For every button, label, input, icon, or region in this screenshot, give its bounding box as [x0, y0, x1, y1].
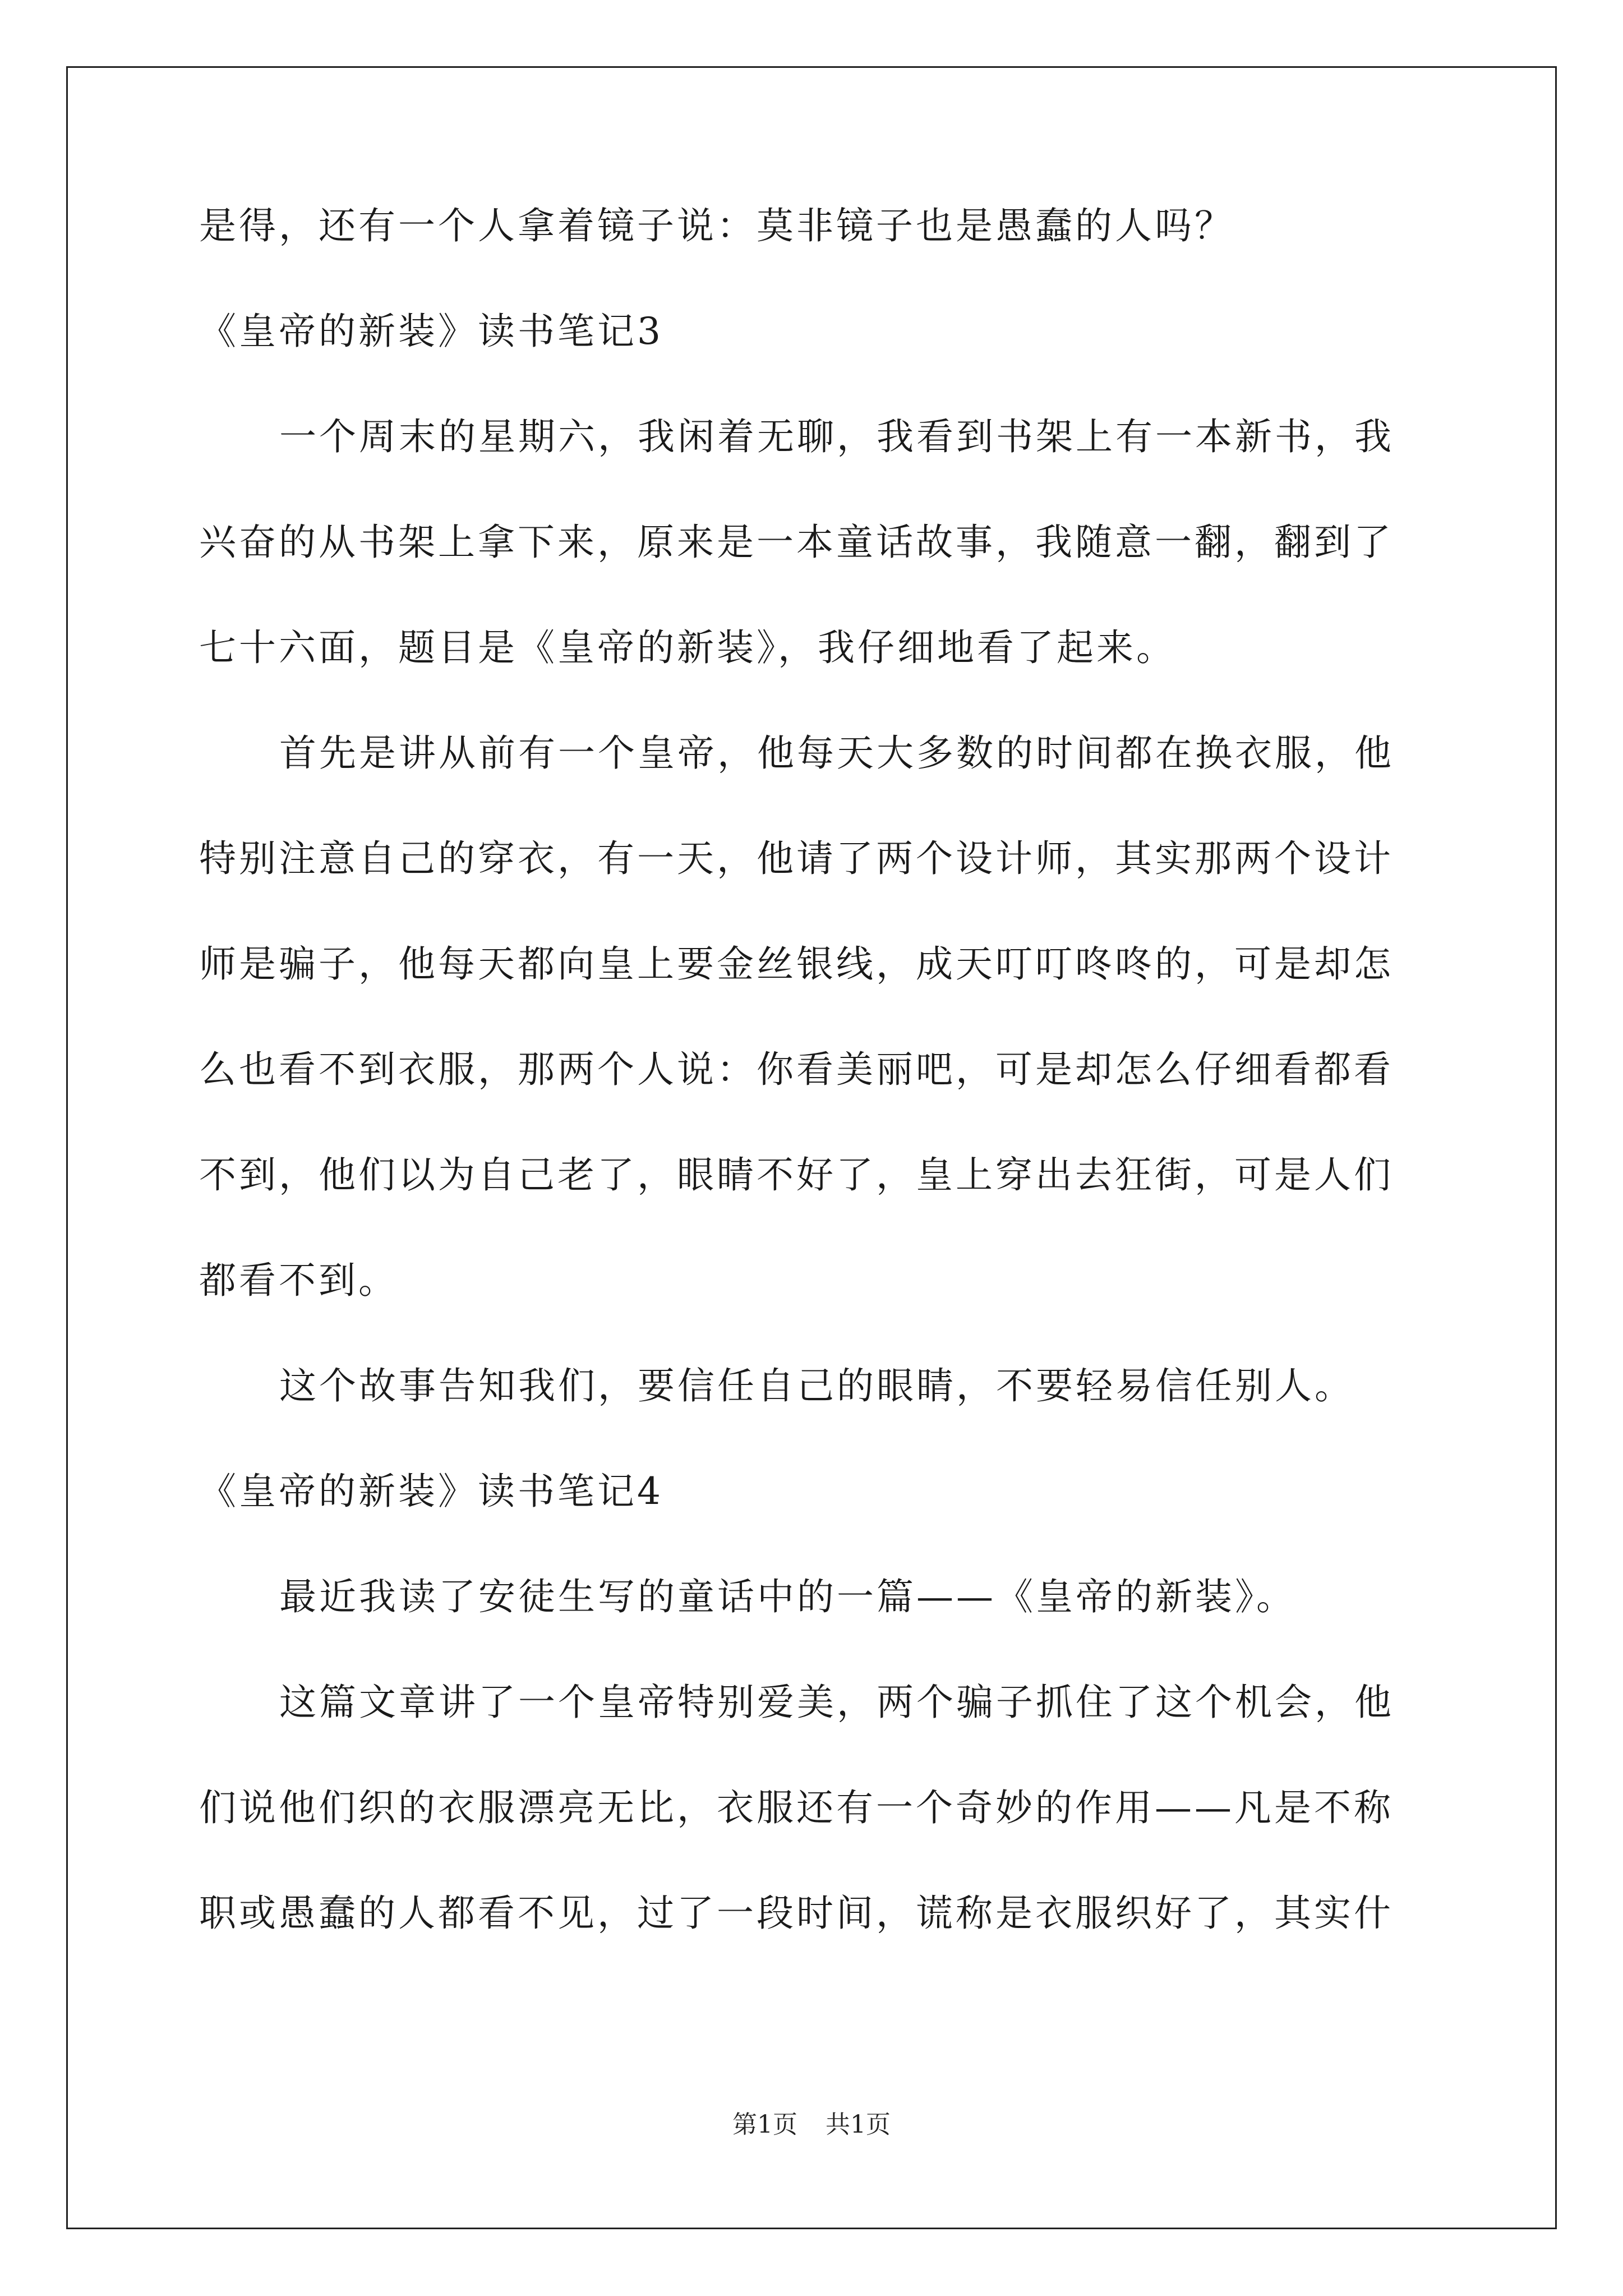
section-heading: 《皇帝的新装》读书笔记4 — [199, 1470, 663, 1513]
document-body — [199, 204, 1433, 2000]
paragraph-line: 不到，他们以为自己老了，眼睛不好了，皇上穿出去狂街，可是人们 — [199, 1153, 1394, 1197]
page-number: 第1页 — [732, 2110, 797, 2139]
paragraph-line: 首先是讲从前有一个皇帝，他每天大多数的时间都在换衣服，他 — [279, 731, 1394, 775]
text-line: 是得，还有一个人拿着镜子说：莫非镜子也是愚蠢的人吗？ — [199, 204, 1234, 247]
paragraph-line: 最近我读了安徒生写的童话中的一篇——《皇帝的新装》。 — [279, 1575, 1296, 1618]
paragraph-line: 这篇文章讲了一个皇帝特别爱美，两个骗子抓住了这个机会，他 — [279, 1681, 1394, 1724]
paragraph-line: 七十六面，题目是《皇帝的新装》，我仔细地看了起来。 — [199, 626, 1176, 669]
section-heading: 《皇帝的新装》读书笔记3 — [199, 310, 663, 353]
paragraph-line: 们说他们织的衣服漂亮无比，衣服还有一个奇妙的作用——凡是不称 — [199, 1786, 1394, 1829]
paragraph-line: 兴奋的从书架上拿下来，原来是一本童话故事，我随意一翻，翻到了 — [199, 521, 1394, 564]
paragraph-line: 么也看不到衣服，那两个人说：你看美丽吧，可是却怎么仔细看都看 — [199, 1048, 1394, 1091]
paragraph-line: 这个故事告知我们，要信任自己的眼睛，不要轻易信任别人。 — [279, 1364, 1354, 1407]
paragraph-line: 特别注意自己的穿衣，有一天，他请了两个设计师，其实那两个设计 — [199, 837, 1394, 880]
paragraph-line: 一个周末的星期六，我闲着无聊，我看到书架上有一本新书，我 — [279, 415, 1394, 458]
paragraph-line: 都看不到。 — [199, 1259, 398, 1302]
paragraph-line: 师是骗子，他每天都向皇上要金丝银线，成天叮叮咚咚的，可是却怎 — [199, 942, 1394, 986]
page-footer — [0, 2111, 1623, 2139]
paragraph-line: 职或愚蠢的人都看不见，过了一段时间，谎称是衣服织好了，其实什 — [199, 1892, 1394, 1935]
page-total: 共1页 — [826, 2110, 891, 2139]
